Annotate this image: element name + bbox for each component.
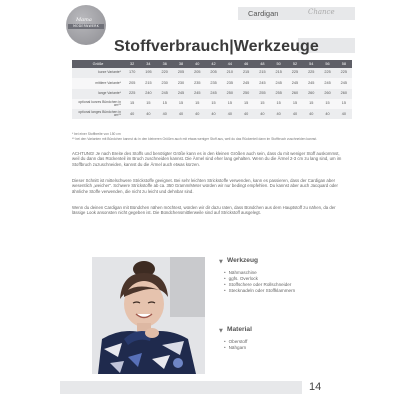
table-row — [72, 89, 352, 99]
table-cell: 40 — [254, 109, 270, 119]
table-cell: 15 — [319, 99, 335, 109]
table-cell: 235 — [222, 78, 238, 88]
table-cell: 215 — [140, 78, 156, 88]
list-item: • Stoffschere oder Rollschneider — [224, 282, 295, 288]
page-number: 14 — [309, 381, 322, 393]
list-item: • Oberstoff — [224, 339, 247, 345]
table-cell: 245 — [189, 89, 205, 99]
table-cell: 235 — [205, 78, 221, 88]
table-cell: 215 — [238, 68, 254, 78]
list-item: • Nähmaschine — [224, 270, 295, 276]
table-cell: 15 — [173, 99, 189, 109]
footer-bar — [60, 381, 302, 394]
table-cell: 255 — [271, 89, 287, 99]
fabric-consumption-table — [72, 60, 352, 119]
table-cell: 15 — [205, 99, 221, 109]
material-list — [224, 339, 247, 351]
table-cell: 40 — [287, 109, 303, 119]
list-item: • ggfs. Overlock — [224, 276, 295, 282]
table-row — [72, 109, 352, 119]
page-title: Stoffverbrauch|Werkzeuge — [114, 38, 319, 55]
table-header-row — [72, 60, 352, 68]
table-cell: 40 — [222, 109, 238, 119]
table-cell: 250 — [238, 89, 254, 99]
table-cell: 225 — [303, 68, 319, 78]
table-cell: 245 — [205, 89, 221, 99]
table-cell: 40 — [336, 109, 352, 119]
table-cell: 40 — [319, 109, 335, 119]
table-cell: 245 — [303, 78, 319, 88]
body-paragraph: Dieser Schnitt ist mittelschwere Strickstoffe geeignet. Bei sehr leichten Strickstoffe verwenden, kann es passieren, dass der Cardigan aber wesentlich „weicher“. Schwere Strickstoffe ab ca. 350 Gramm/Meter würden wir nur bedingt empfehlen. Du kannst aber auch Jacquard oder ähnliche Stoffe verwenden, die nicht zu leicht und dehnbar sind. — [72, 178, 338, 194]
table-cell: 40 — [140, 109, 156, 119]
table-cell: 245 — [336, 78, 352, 88]
row-label: optional kurzes Bündchen in cm** — [72, 99, 124, 109]
row-label: kurze Variante* — [72, 68, 124, 78]
table-cell: 15 — [140, 99, 156, 109]
size-header: 50 — [271, 60, 287, 68]
footnote: * bei einer Stoffbreite von 150 cm — [72, 132, 121, 136]
section-title-material: Material — [227, 326, 252, 333]
size-header: 32 — [124, 60, 140, 68]
table-cell: 15 — [303, 99, 319, 109]
table-cell: 260 — [287, 89, 303, 99]
table-row — [72, 99, 352, 109]
table-cell: 40 — [173, 109, 189, 119]
table-cell: 40 — [271, 109, 287, 119]
table-header-label: Größe — [72, 60, 124, 68]
table-cell: 170 — [124, 68, 140, 78]
table-cell: 40 — [189, 109, 205, 119]
size-header: 48 — [254, 60, 270, 68]
size-header: 36 — [157, 60, 173, 68]
table-cell: 245 — [157, 89, 173, 99]
table-cell: 40 — [303, 109, 319, 119]
table-cell: 245 — [319, 78, 335, 88]
table-cell: 40 — [124, 109, 140, 119]
table-cell: 245 — [254, 78, 270, 88]
table-cell: 215 — [271, 68, 287, 78]
row-label: optional langes Bündchen in cm** — [72, 109, 124, 119]
table-cell: 245 — [271, 78, 287, 88]
table-cell: 205 — [205, 68, 221, 78]
needle-icon: ▼ — [219, 328, 223, 334]
size-header: 54 — [303, 60, 319, 68]
table-cell: 260 — [336, 89, 352, 99]
row-label: mittlere Variante* — [72, 78, 124, 88]
table-cell: 240 — [140, 89, 156, 99]
header-title: Cardigan — [248, 9, 279, 18]
list-item: • Stecknadeln oder Stoffklammern — [224, 288, 295, 294]
table-cell: 15 — [238, 99, 254, 109]
table-cell: 15 — [254, 99, 270, 109]
table-cell: 40 — [238, 109, 254, 119]
table-cell: 205 — [124, 78, 140, 88]
tool-list — [224, 270, 295, 294]
table-cell: 210 — [222, 68, 238, 78]
size-header: 56 — [319, 60, 335, 68]
table-cell: 260 — [303, 89, 319, 99]
table-cell: 245 — [238, 78, 254, 88]
table-cell: 220 — [157, 68, 173, 78]
table-row — [72, 68, 352, 78]
table-cell: 225 — [287, 68, 303, 78]
table-cell: 15 — [287, 99, 303, 109]
footnote: ** bei den Varianten mit Bündchen kannst du in den kleineren Größen auch mit etwas weniger Stoff aus, weil du das Rückenteil dann im Stoffbruch zuschneiden kannst. — [72, 137, 318, 141]
table-cell: 15 — [189, 99, 205, 109]
logo-band-text: MODERNWERK — [68, 24, 104, 29]
table-cell: 15 — [336, 99, 352, 109]
body-paragraph: Wenn du deinen Cardigan mit Bündchen nähen möchtest, würden wir dir dazu raten, dass Bündchen aus dem Hauptstoff zu nähen, da der lässige Look ansonsten nicht gegeben ist. Die Bündchensmittlerweile sind auf Strickstoff ausgelegt. — [72, 205, 336, 216]
size-header: 44 — [222, 60, 238, 68]
size-header: 40 — [189, 60, 205, 68]
header-script-text: Chance — [308, 8, 335, 16]
list-item: • Nähgarn — [224, 345, 247, 351]
table-cell: 15 — [222, 99, 238, 109]
table-cell: 245 — [287, 78, 303, 88]
table-cell: 195 — [140, 68, 156, 78]
size-header: 58 — [336, 60, 352, 68]
table-cell: 205 — [189, 68, 205, 78]
table-cell: 225 — [336, 68, 352, 78]
table-cell: 235 — [189, 78, 205, 88]
size-header: 46 — [238, 60, 254, 68]
table-cell: 260 — [319, 89, 335, 99]
table-row — [72, 78, 352, 88]
table-cell: 215 — [254, 68, 270, 78]
table-cell: 245 — [173, 89, 189, 99]
table-cell: 255 — [254, 89, 270, 99]
table-cell: 15 — [271, 99, 287, 109]
table-cell: 40 — [157, 109, 173, 119]
section-title-werkzeug: Werkzeug — [227, 257, 259, 264]
table-cell: 40 — [205, 109, 221, 119]
logo-script-text: Mama — [76, 17, 92, 23]
needle-icon: ▼ — [219, 259, 223, 265]
table-cell: 230 — [157, 78, 173, 88]
table-cell: 15 — [124, 99, 140, 109]
table-cell: 250 — [222, 89, 238, 99]
table-cell: 15 — [157, 99, 173, 109]
size-header: 34 — [140, 60, 156, 68]
model-photo-illustration — [92, 257, 205, 374]
table-cell: 205 — [173, 68, 189, 78]
table-cell: 230 — [173, 78, 189, 88]
size-header: 52 — [287, 60, 303, 68]
size-header: 42 — [205, 60, 221, 68]
table-cell: 225 — [319, 68, 335, 78]
row-label: lange Variante* — [72, 89, 124, 99]
body-paragraph: ACHTUNG! Je nach Breite des Stoffs und benötigter Größe kann es in den kleinen Größen auch sein, dass du mit weniger Stoff auskommst, weil du dann das Rückenteil im Bruch zuschneiden kannst. Die Ärmel sind eher lang gehalten. Wenn du die Ärmel 2-3 cm zu lang sind, um im Stoffbruch zuzuschneiden, kannst du die Ärmel auch etwas kürzen. — [72, 151, 342, 167]
table-cell: 225 — [124, 89, 140, 99]
model-photo — [92, 257, 205, 374]
size-header: 38 — [173, 60, 189, 68]
